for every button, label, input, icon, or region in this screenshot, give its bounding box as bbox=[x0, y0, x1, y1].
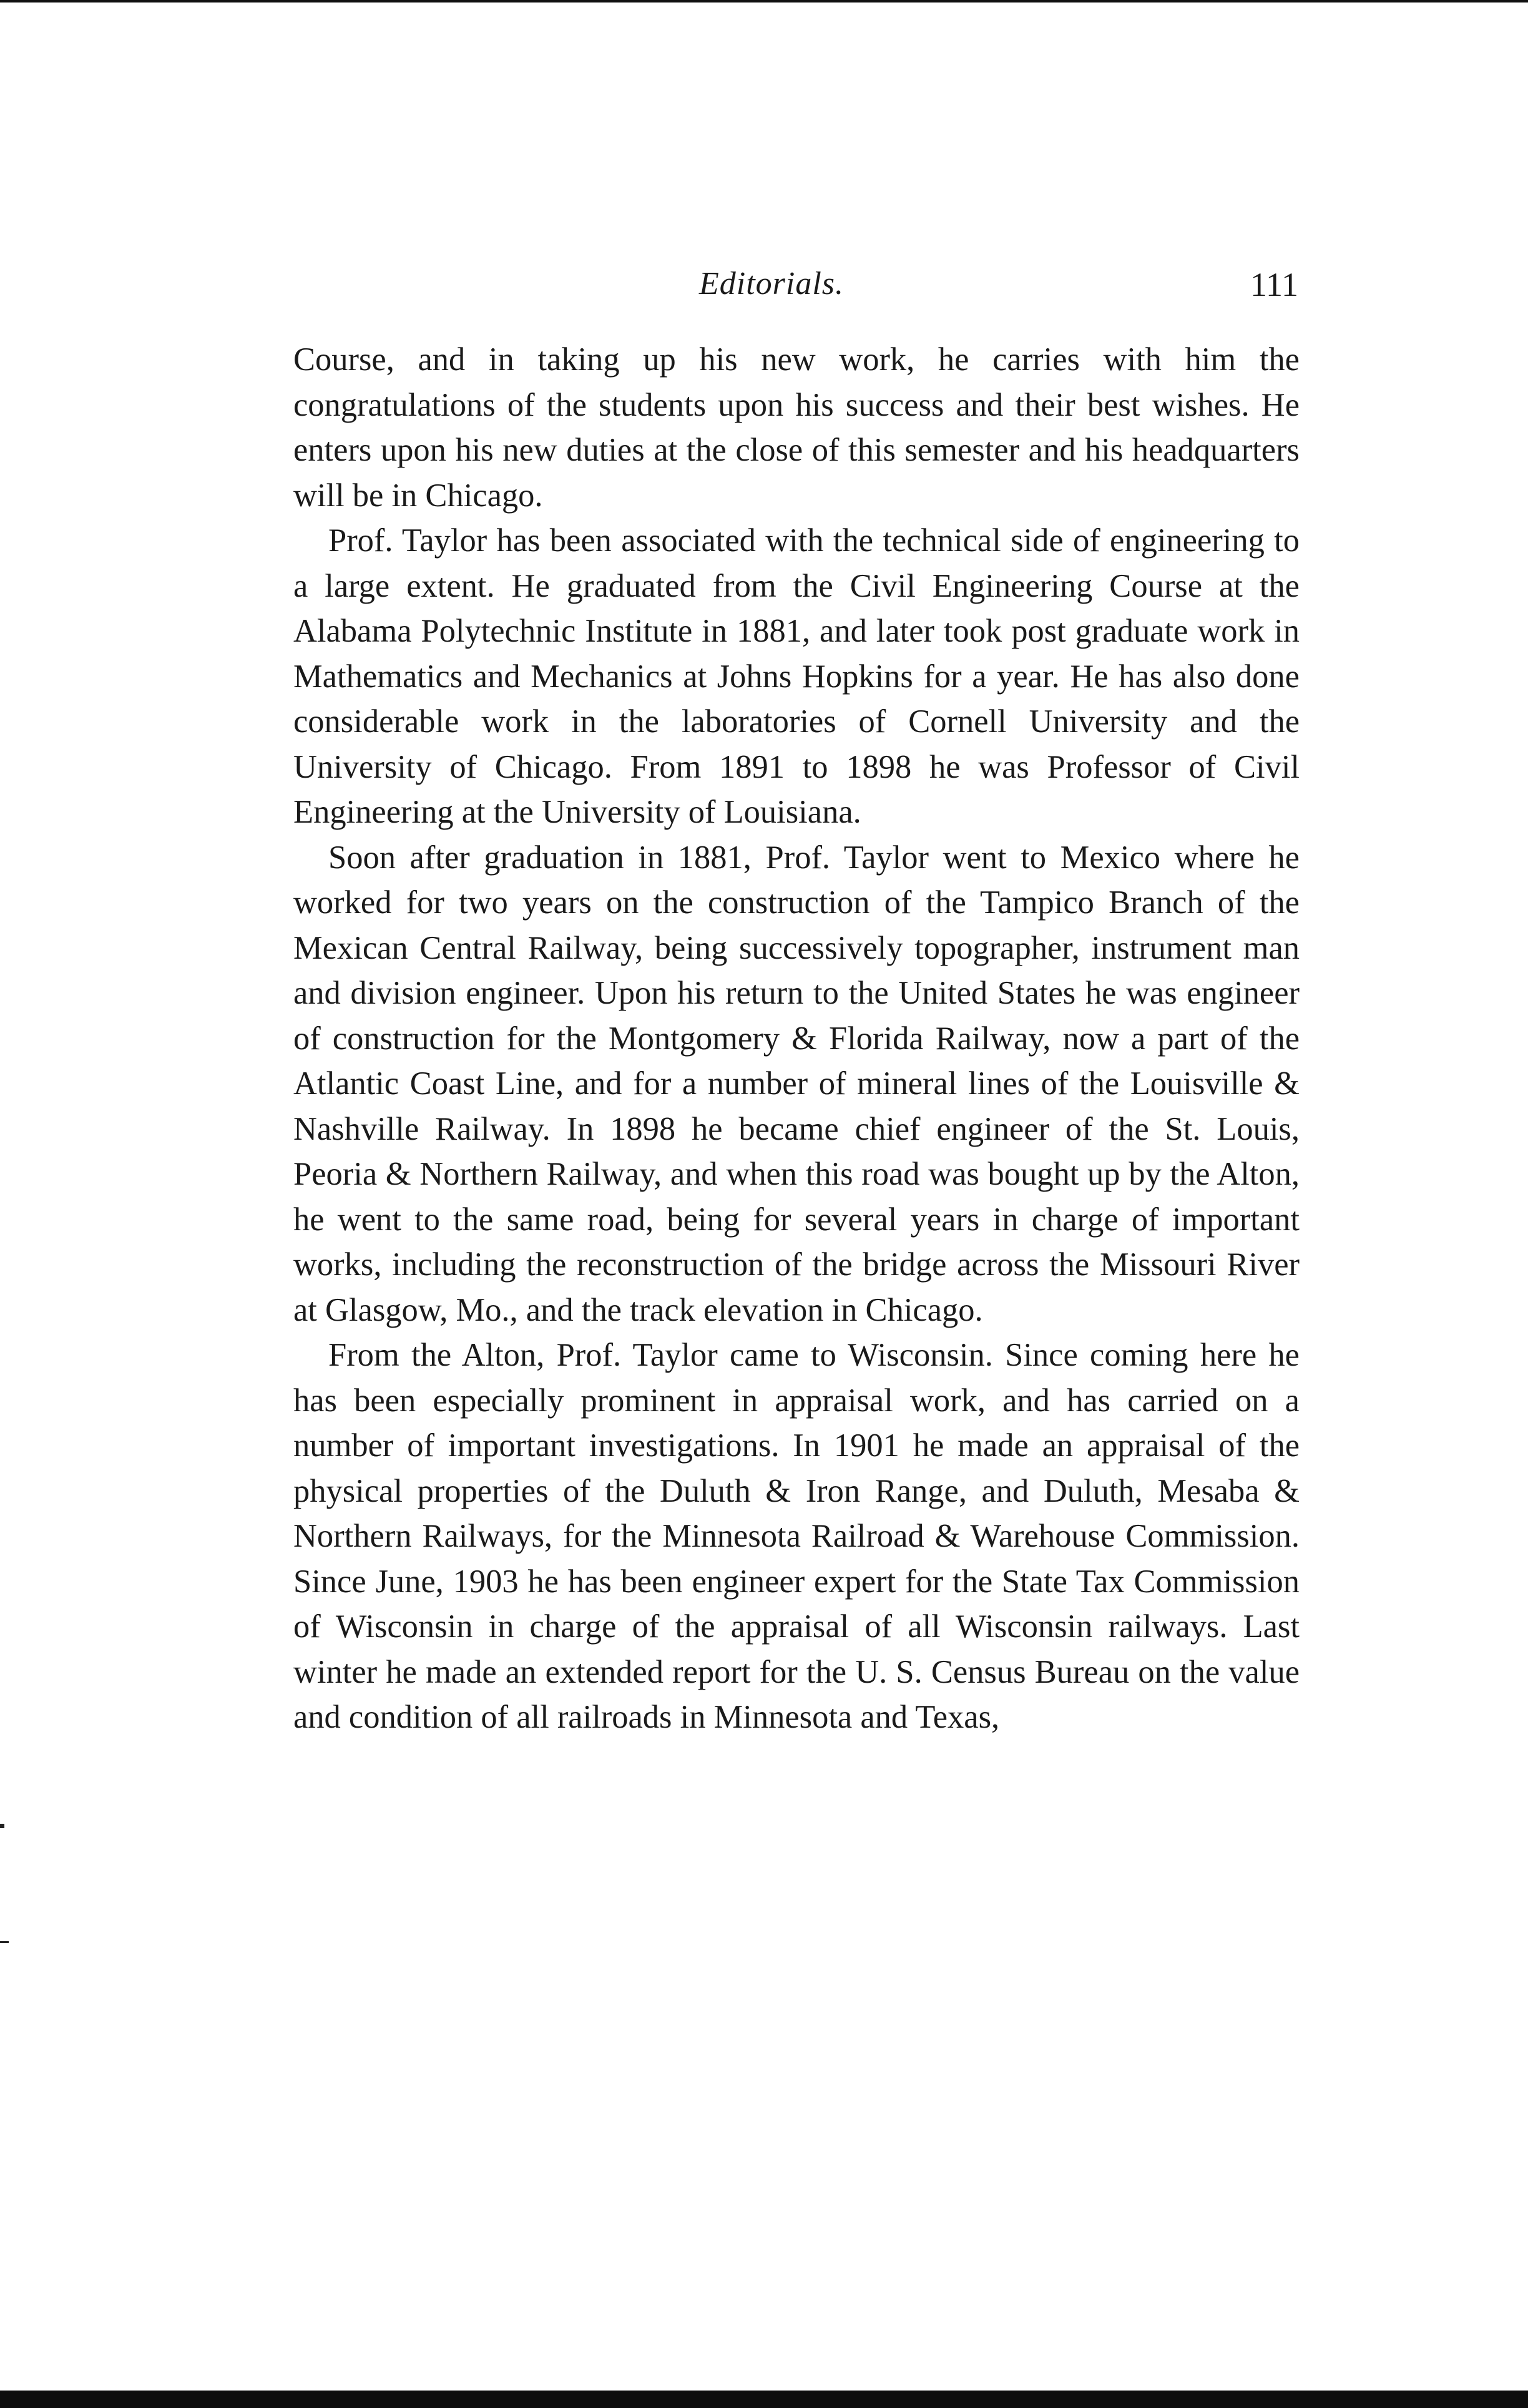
paragraph-education: Prof. Taylor has been associated with the technical side of engineering to a large extent. He graduated from the Civil Engineering Course at the Alabama Polytechnic Institute in 1881, and later took post graduate work in Mathematics and Mechanics at Johns Hopkins for a year. He has also done considerable work in the laboratories of Cornell University and the University of Chicago. From 1891 to 1898 he was Professor of Civil Engineering at the University of Louisiana. bbox=[293, 522, 1300, 830]
page-header bbox=[293, 265, 1298, 309]
paragraph-course-transition: Course, and in taking up his new work, he carries with him the congratulations of the students upon his success and their best wishes. He enters upon his new duties at the close of this semester and his headquarters will be in Chicago. bbox=[293, 341, 1300, 514]
article-body bbox=[293, 337, 1300, 1740]
margin-dash-mark bbox=[0, 1941, 9, 1943]
page-number: 111 bbox=[1250, 266, 1298, 303]
paragraph-railway-career: Soon after graduation in 1881, Prof. Taylor went to Mexico where he worked for two years on the construction of the Tampico Branch of the Mexican Central Railway, being successively topographer, instrument man and division engineer. Upon his return to the United States he was engineer of construction for the Montgomery & Florida Railway, now a part of the Atlantic Coast Line, and for a number of mineral lines of the Louisville & Nashville Railway. In 1898 he became chief engineer of the St. Louis, Peoria & Northern Railway, and when this road was bought up by the Alton, he went to the same road, being for several years in charge of important works, including the reconstruction of the bridge across the Missouri River at Glasgow, Mo., and the track elevation in Chicago. bbox=[293, 839, 1300, 1328]
paragraph-wisconsin-work: From the Alton, Prof. Taylor came to Wisconsin. Since coming here he has been especially prominent in appraisal work, and has carried on a number of important investigations. In 1901 he made an appraisal of the physical properties of the Duluth & Iron Range, and Duluth, Mesaba & Northern Railways, for the Minnesota Railroad & Warehouse Commission. Since June, 1903 he has been engineer expert for the State Tax Commission of Wisconsin in charge of the appraisal of all Wisconsin railways. Last winter he made an extended report for the U. S. Census Bureau on the value and condition of all railroads in Minnesota and Texas, bbox=[293, 1337, 1300, 1735]
running-head: Editorials. bbox=[699, 266, 845, 301]
margin-dot-mark bbox=[0, 1824, 4, 1828]
bottom-edge-band bbox=[0, 2391, 1528, 2408]
top-edge-rule bbox=[0, 0, 1528, 2]
